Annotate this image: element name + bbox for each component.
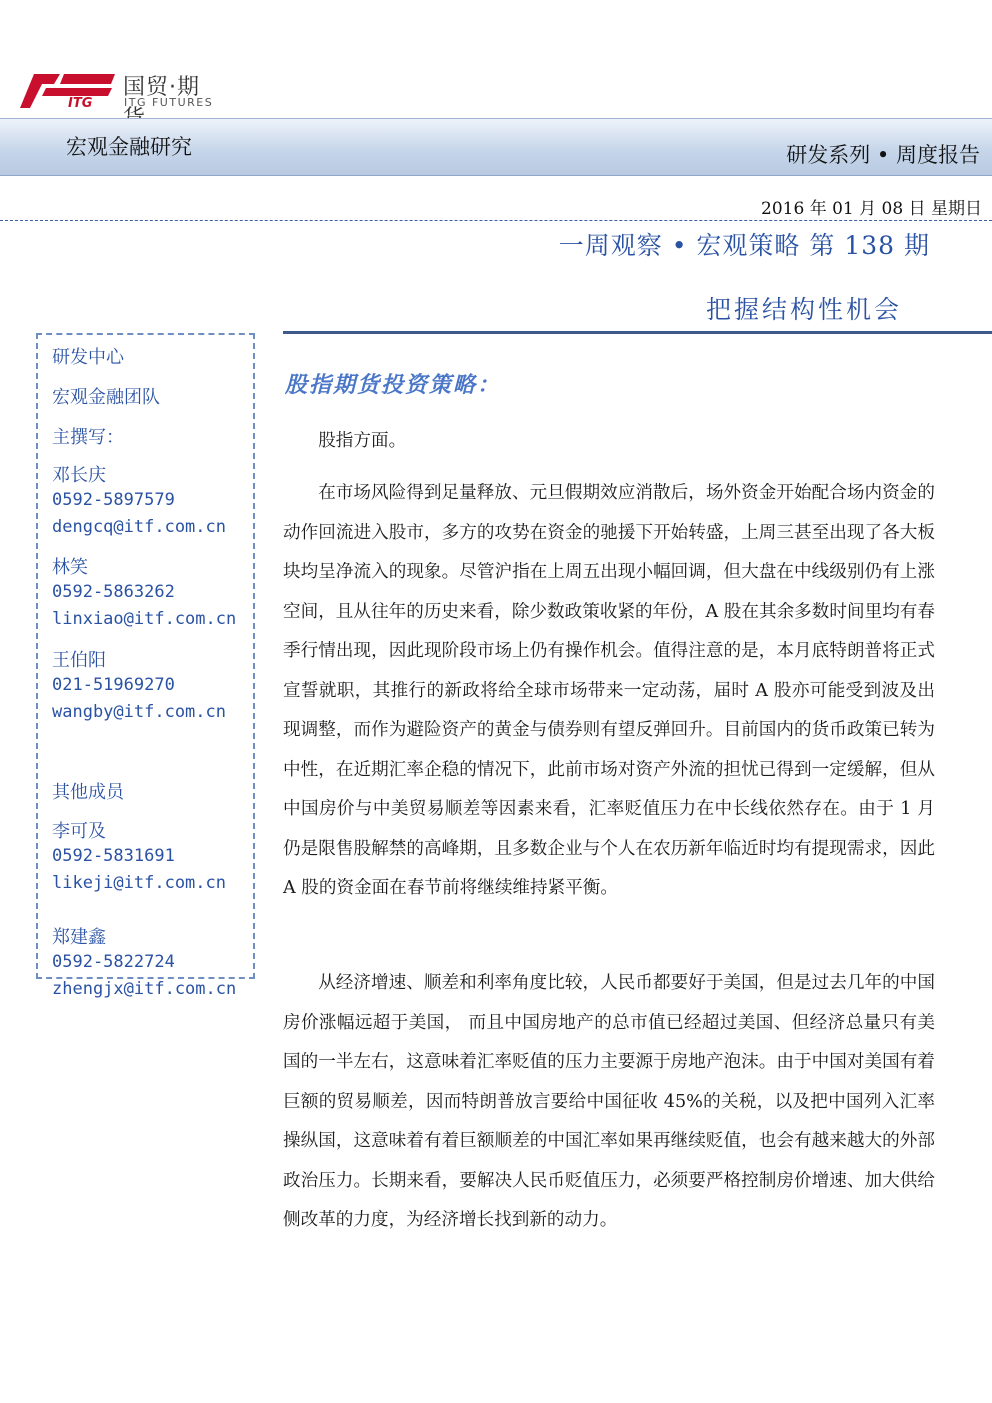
author-email[interactable]: wangby@itf.com.cn — [52, 702, 226, 722]
article-paragraph: 在市场风险得到足量释放、元旦假期效应消散后，场外资金开始配合场内资金的动作回流进入股市，多方的攻势在资金的驰援下开始转盛，上周三甚至出现了各大板块均呈净流入的现象。尽管沪指在上周五出现小幅回调，但大盘在中线级别仍有上涨空间，且从往年的历史来看，除少数政策收紧的年份，A 股在其余多数时间里均有春季行情出现，因此现阶段市场上仍有操作机会。值得注意的是，本月底特朗普将正式宣誓就职，其推行的新政将给全球市场带来一定动荡，届时 A 股亦可能受到波及出现调整，而作为避险资产的黄金与债券则有望反弹回升。目前国内的货币政策已转为中性，在近期汇率企稳的情况下，此前市场对资产外流的担忧已得到一定缓解，但从中国房价与中美贸易顺差等因素来看，汇率贬值压力在中长线依然存在。由于 1 月仍是限售股解禁的高峰期，且多数企业与个人在农历新年临近时均有提现需求，因此 A 股的资金面在春节前将继续维持紧平衡。 — [283, 483, 935, 898]
author-name: 林笑 — [52, 557, 88, 578]
author-phone: 0592-5897579 — [52, 490, 175, 510]
svg-text:ITG: ITG — [68, 96, 93, 108]
article-paragraph: 从经济增速、顺差和利率角度比较，人民币都要好于美国，但是过去几年的中国房价涨幅远超于美国， 而且中国房地产的总市值已经超过美国、但经济总量只有美国的一半左右，这意味着汇率贬值的压力主要源于房地产泡沫。由于中国对美国有着巨额的贸易顺差，因而特朗普放言要给中国征收 45%的关税，以及把中国列入汇率操纵国，这意味着有着巨额顺差的中国汇率如果再继续贬值，也会有越来越大的外部政治压力。长期来看，要解决人民币贬值压力，必须要严格控制房价增速、加大供给侧改革的力度，为经济增长找到新的动力。 — [283, 973, 935, 1230]
research-category: 宏观金融研究 — [66, 135, 192, 159]
sidebar-team: 宏观金融团队 — [52, 387, 160, 408]
member-phone: 0592-5831691 — [52, 846, 175, 866]
author-phone: 0592-5863262 — [52, 582, 175, 602]
company-logo — [20, 68, 220, 110]
article-paragraph: 股指方面。 — [318, 431, 407, 451]
author-name: 王伯阳 — [52, 650, 106, 671]
header-band — [0, 118, 992, 176]
itg-logo-icon — [20, 74, 115, 108]
dashed-divider — [0, 220, 992, 221]
section-title: 股指期货投资策略： — [285, 372, 502, 398]
content-divider — [283, 331, 992, 334]
member-email[interactable]: likeji@itf.com.cn — [52, 873, 226, 893]
author-email[interactable]: linxiao@itf.com.cn — [52, 609, 237, 629]
member-name: 郑建鑫 — [52, 927, 106, 948]
author-phone: 021-51969270 — [52, 675, 175, 695]
report-date: 2016 年 01 月 08 日 星期日 — [761, 199, 982, 219]
member-phone: 0592-5822724 — [52, 952, 175, 972]
author-name: 邓长庆 — [52, 465, 106, 486]
company-name-cn: 国贸·期 — [123, 75, 200, 100]
report-headline: 把握结构性机会 — [705, 295, 902, 324]
company-name-en: ITG FUTURES — [124, 96, 214, 109]
member-email[interactable]: zhengjx@itf.com.cn — [52, 979, 237, 999]
author-sidebar — [36, 333, 255, 999]
sidebar-authors-label: 主撰写： — [52, 427, 124, 448]
sidebar-dept: 研发中心 — [52, 347, 124, 368]
sidebar-others-label: 其他成员 — [52, 782, 124, 803]
issue-title: 一周观察 • 宏观策略 第 138 期 — [558, 231, 930, 260]
author-email[interactable]: dengcq@itf.com.cn — [52, 517, 226, 537]
report-series: 研发系列 • 周度报告 — [786, 143, 980, 167]
member-name: 李可及 — [52, 821, 106, 842]
